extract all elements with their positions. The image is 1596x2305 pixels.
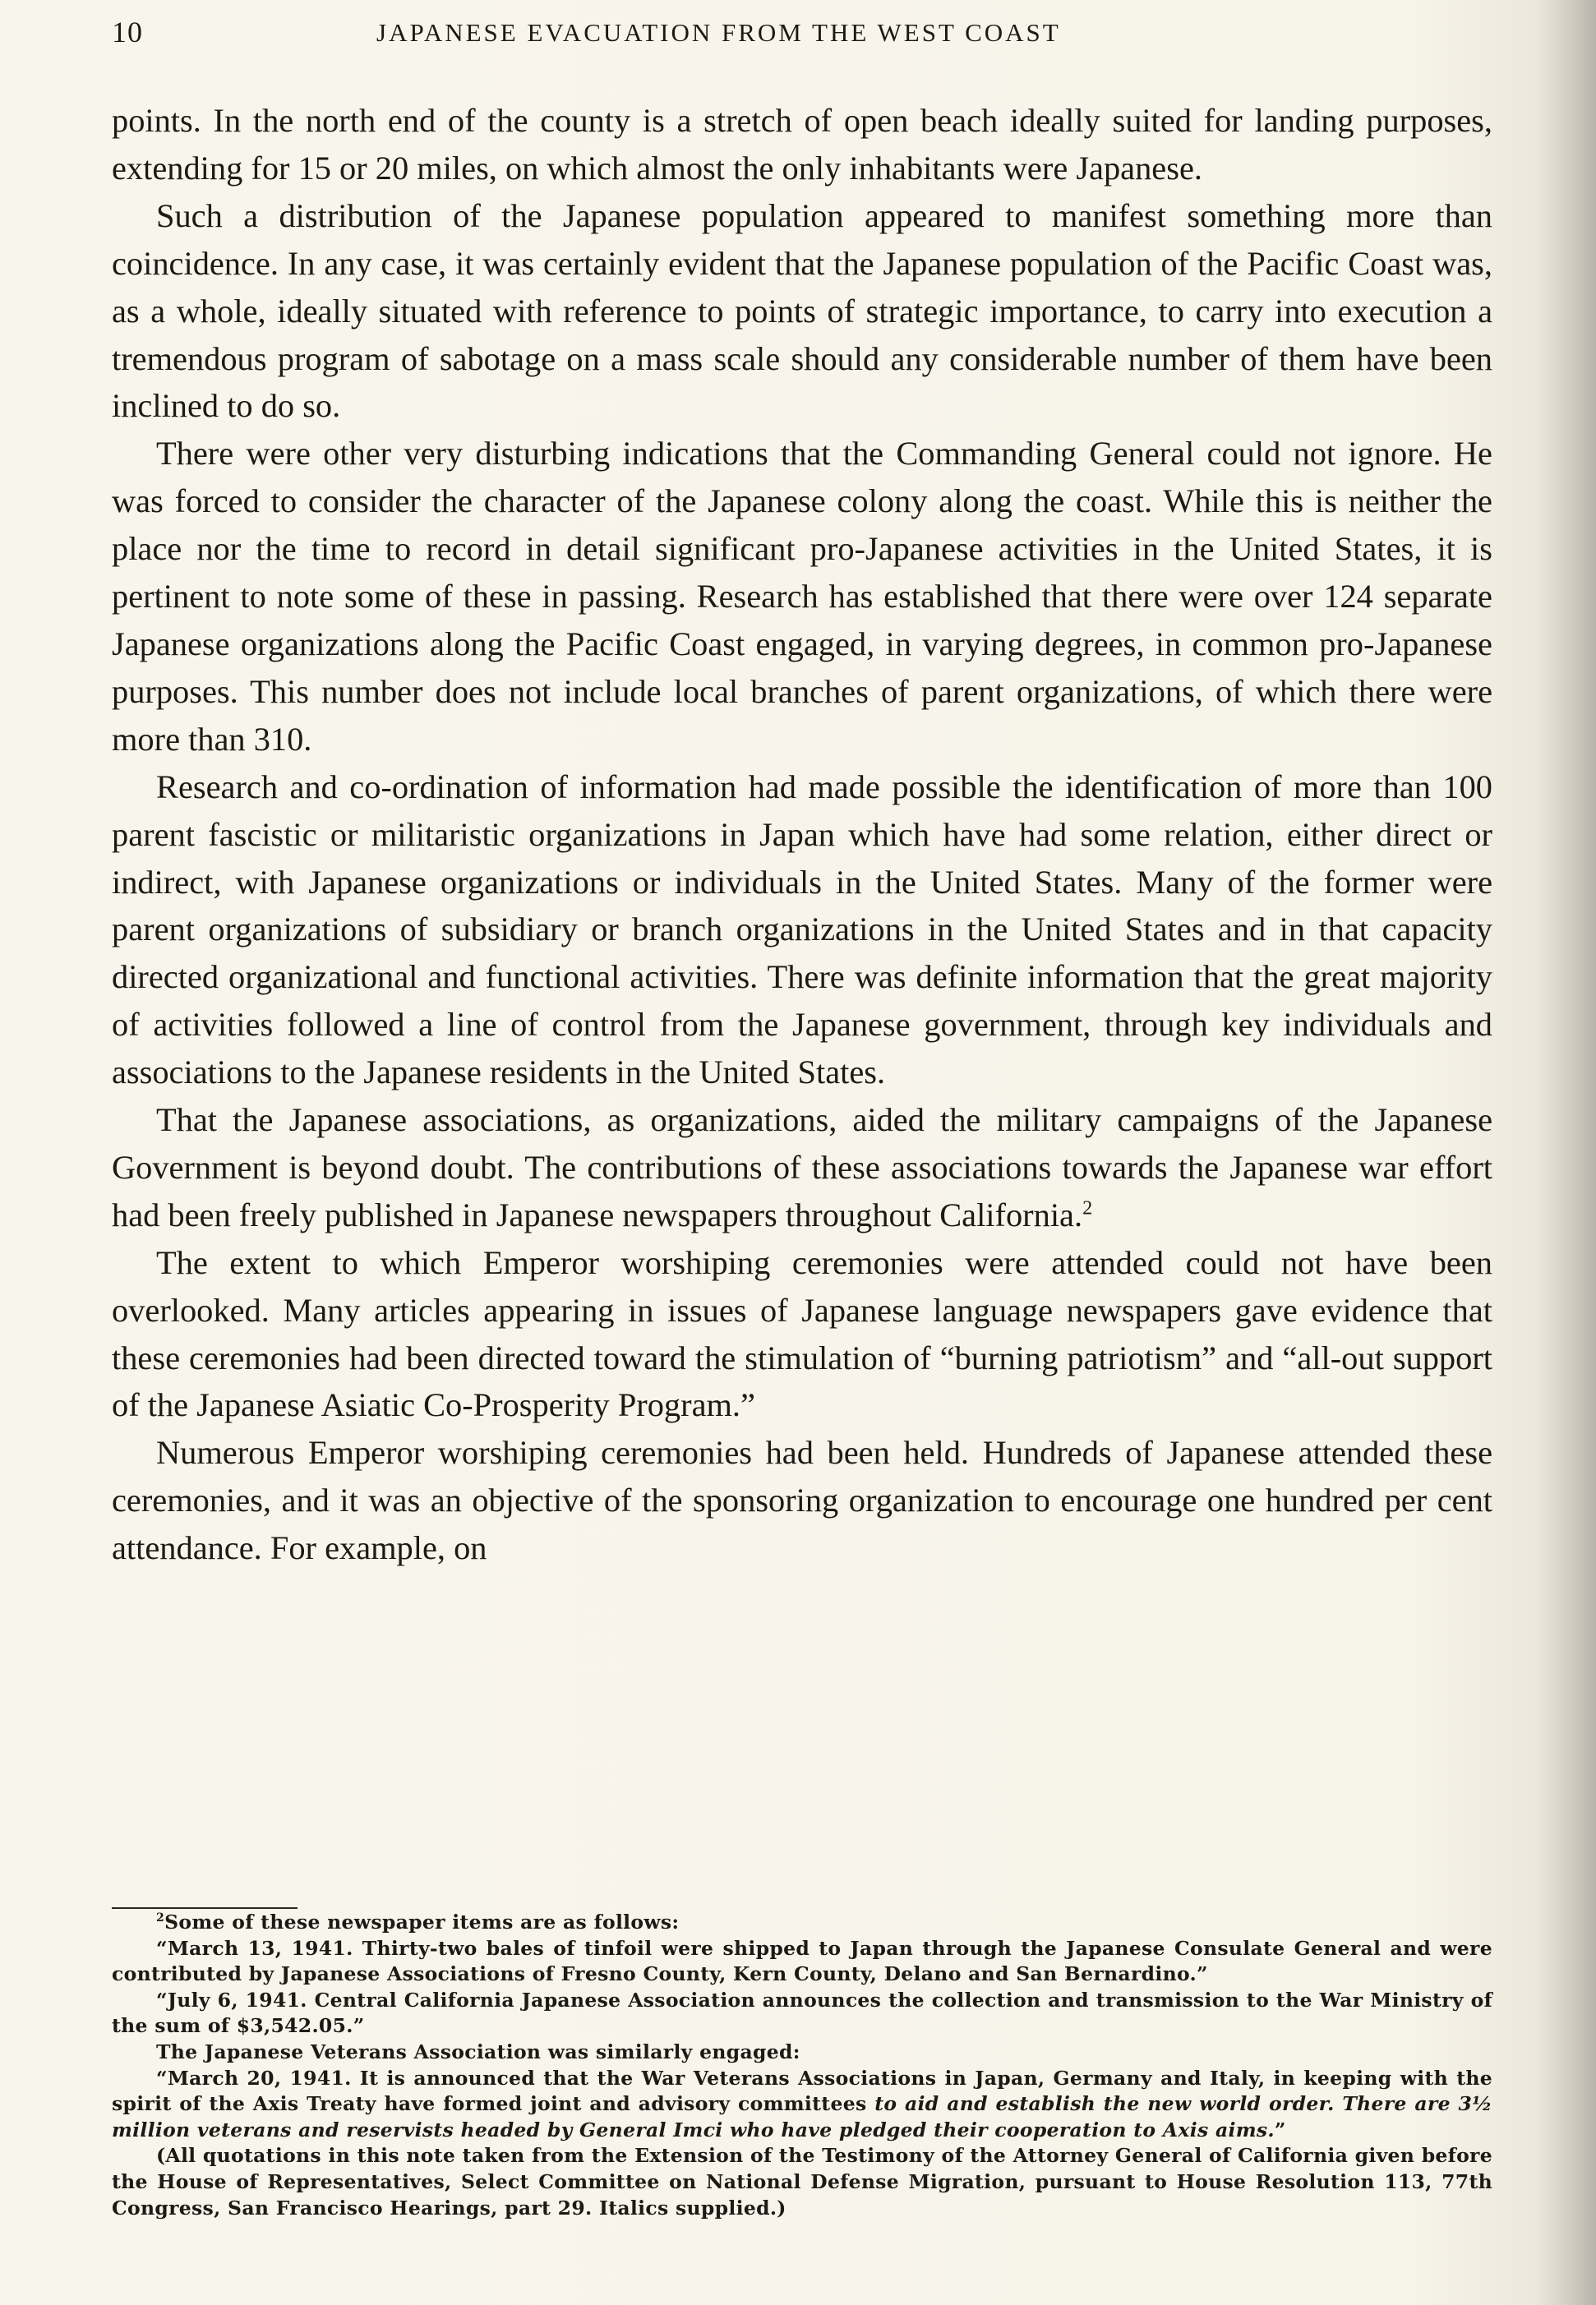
paragraph-6: The extent to which Emperor worshiping ceremonies were attended could not have been overlooked. Many articles appearing in issues of Japanese language newspapers gave evidence that these ceremonies had been directed toward the stimulation of “burning patriotism” and “all-out support of the Japanese Asiatic Co-Prosperity Program.” — [112, 1243, 1492, 1424]
running-title: JAPANESE EVACUATION FROM THE WEST COAST — [376, 18, 1061, 47]
paragraph-4: Research and co-ordination of information had made possible the identification of more than 100 parent fascistic or militaristic organizations in Japan which have had some relation, either direct or indirect, with Japanese organizations or individuals in the United States. Many of the former were parent organizations of subsidiary or branch organizations in the United States and in that capacity directed organizational and functional activities. There was definite information that the great majority of activities followed a line of control from the Japanese government, through key individuals and associations to the Japanese residents in the United States. — [112, 768, 1492, 1091]
footnote-mark: 2 — [156, 1911, 165, 1925]
footnote-intro-text: Some of these newspaper items are as follows: — [164, 1911, 680, 1934]
footnote-item-4-roman: “March 20, 1941. It is announced that the War Veterans Associations in Japan, Germany and Italy, in keeping with the spirit of the Axis Treaty have formed joint and advisory committees — [112, 2066, 1492, 2116]
paragraph-1: points. In the north end of the county is a stretch of open beach ideally suited for landing purposes, extending for 15 or 20 miles, on which almost the only inhabitants were Japanese. — [112, 102, 1492, 187]
footnote-intro — [112, 1910, 1492, 1936]
footnote-item-4-italic: to aid and establish the new world order. There are 3½ million veterans and reservists headed by General Imci who have pledged their cooperation to Axis aims. — [112, 2092, 1492, 2141]
footnote-reference: 2 — [1082, 1196, 1093, 1219]
paragraph-5 — [112, 1096, 1492, 1239]
footnote-divider — [112, 1907, 298, 1909]
page-header — [112, 15, 1492, 56]
footnote-item-3: The Japanese Veterans Association was similarly engaged: — [156, 2040, 800, 2063]
paragraph-7: Numerous Emperor worshiping ceremonies had been held. Hundreds of Japanese attended these ceremonies, and it was an objective of the sponsoring organization to encourage one hundred per cent attendance. For example, on — [112, 1434, 1492, 1567]
paragraph-3: There were other very disturbing indications that the Commanding General could not ignore. He was forced to consider the character of the Japanese colony along the coast. While this is neither the place nor the time to record in detail significant pro-Japanese activities in the United States, it is pertinent to note some of these in passing. Research has established that there were over 124 separate Japanese organizations along the Pacific Coast engaged, in varying degrees, in common pro-Japanese purposes. This number does not include local branches of parent organizations, of which there were more than 310. — [112, 435, 1492, 758]
footnote-item-4 — [112, 2066, 1492, 2144]
footnote-item-2: “July 6, 1941. Central California Japanese Association announces the collection and transmission to the War Ministry of the sum of $3,542.05.” — [112, 1988, 1492, 2038]
paragraph-2: Such a distribution of the Japanese population appeared to manifest something more than coincidence. In any case, it was certainly evident that the Japanese population of the Pacific Coast was, as a whole, ideally situated with reference to points of strategic importance, to carry into execution a tremendous program of sabotage on a mass scale should any considerable number of them have been inclined to do so. — [112, 196, 1492, 425]
footnote-source-note: (All quotations in this note taken from the Extension of the Testimony of the Attorney General of California given before the House of Representatives, Select Committee on National Defense Migration, pursuant to House Resolution 113, 77th Congress, San Francisco Hearings, part 29. Italics supplied.) — [112, 2144, 1492, 2220]
paragraph-5-text: That the Japanese associations, as organizations, aided the military campaigns of the Japanese Government is beyond doubt. The contributions of these associations towards the Japanese war effort had been freely published in Japanese newspapers throughout California. — [112, 1101, 1492, 1233]
page-edge-shadow — [1538, 0, 1596, 2305]
footnotes — [112, 1910, 1492, 2221]
footnote-item-4-close: ” — [1274, 2118, 1286, 2141]
footnote-item-1: “March 13, 1941. Thirty-two bales of tinfoil were shipped to Japan through the Japanese Consulate General and were contributed by Japanese Associations of Fresno County, Kern County, Delano and San Bernardino.” — [112, 1936, 1492, 1986]
page-number: 10 — [112, 16, 143, 48]
main-text — [112, 97, 1492, 1572]
